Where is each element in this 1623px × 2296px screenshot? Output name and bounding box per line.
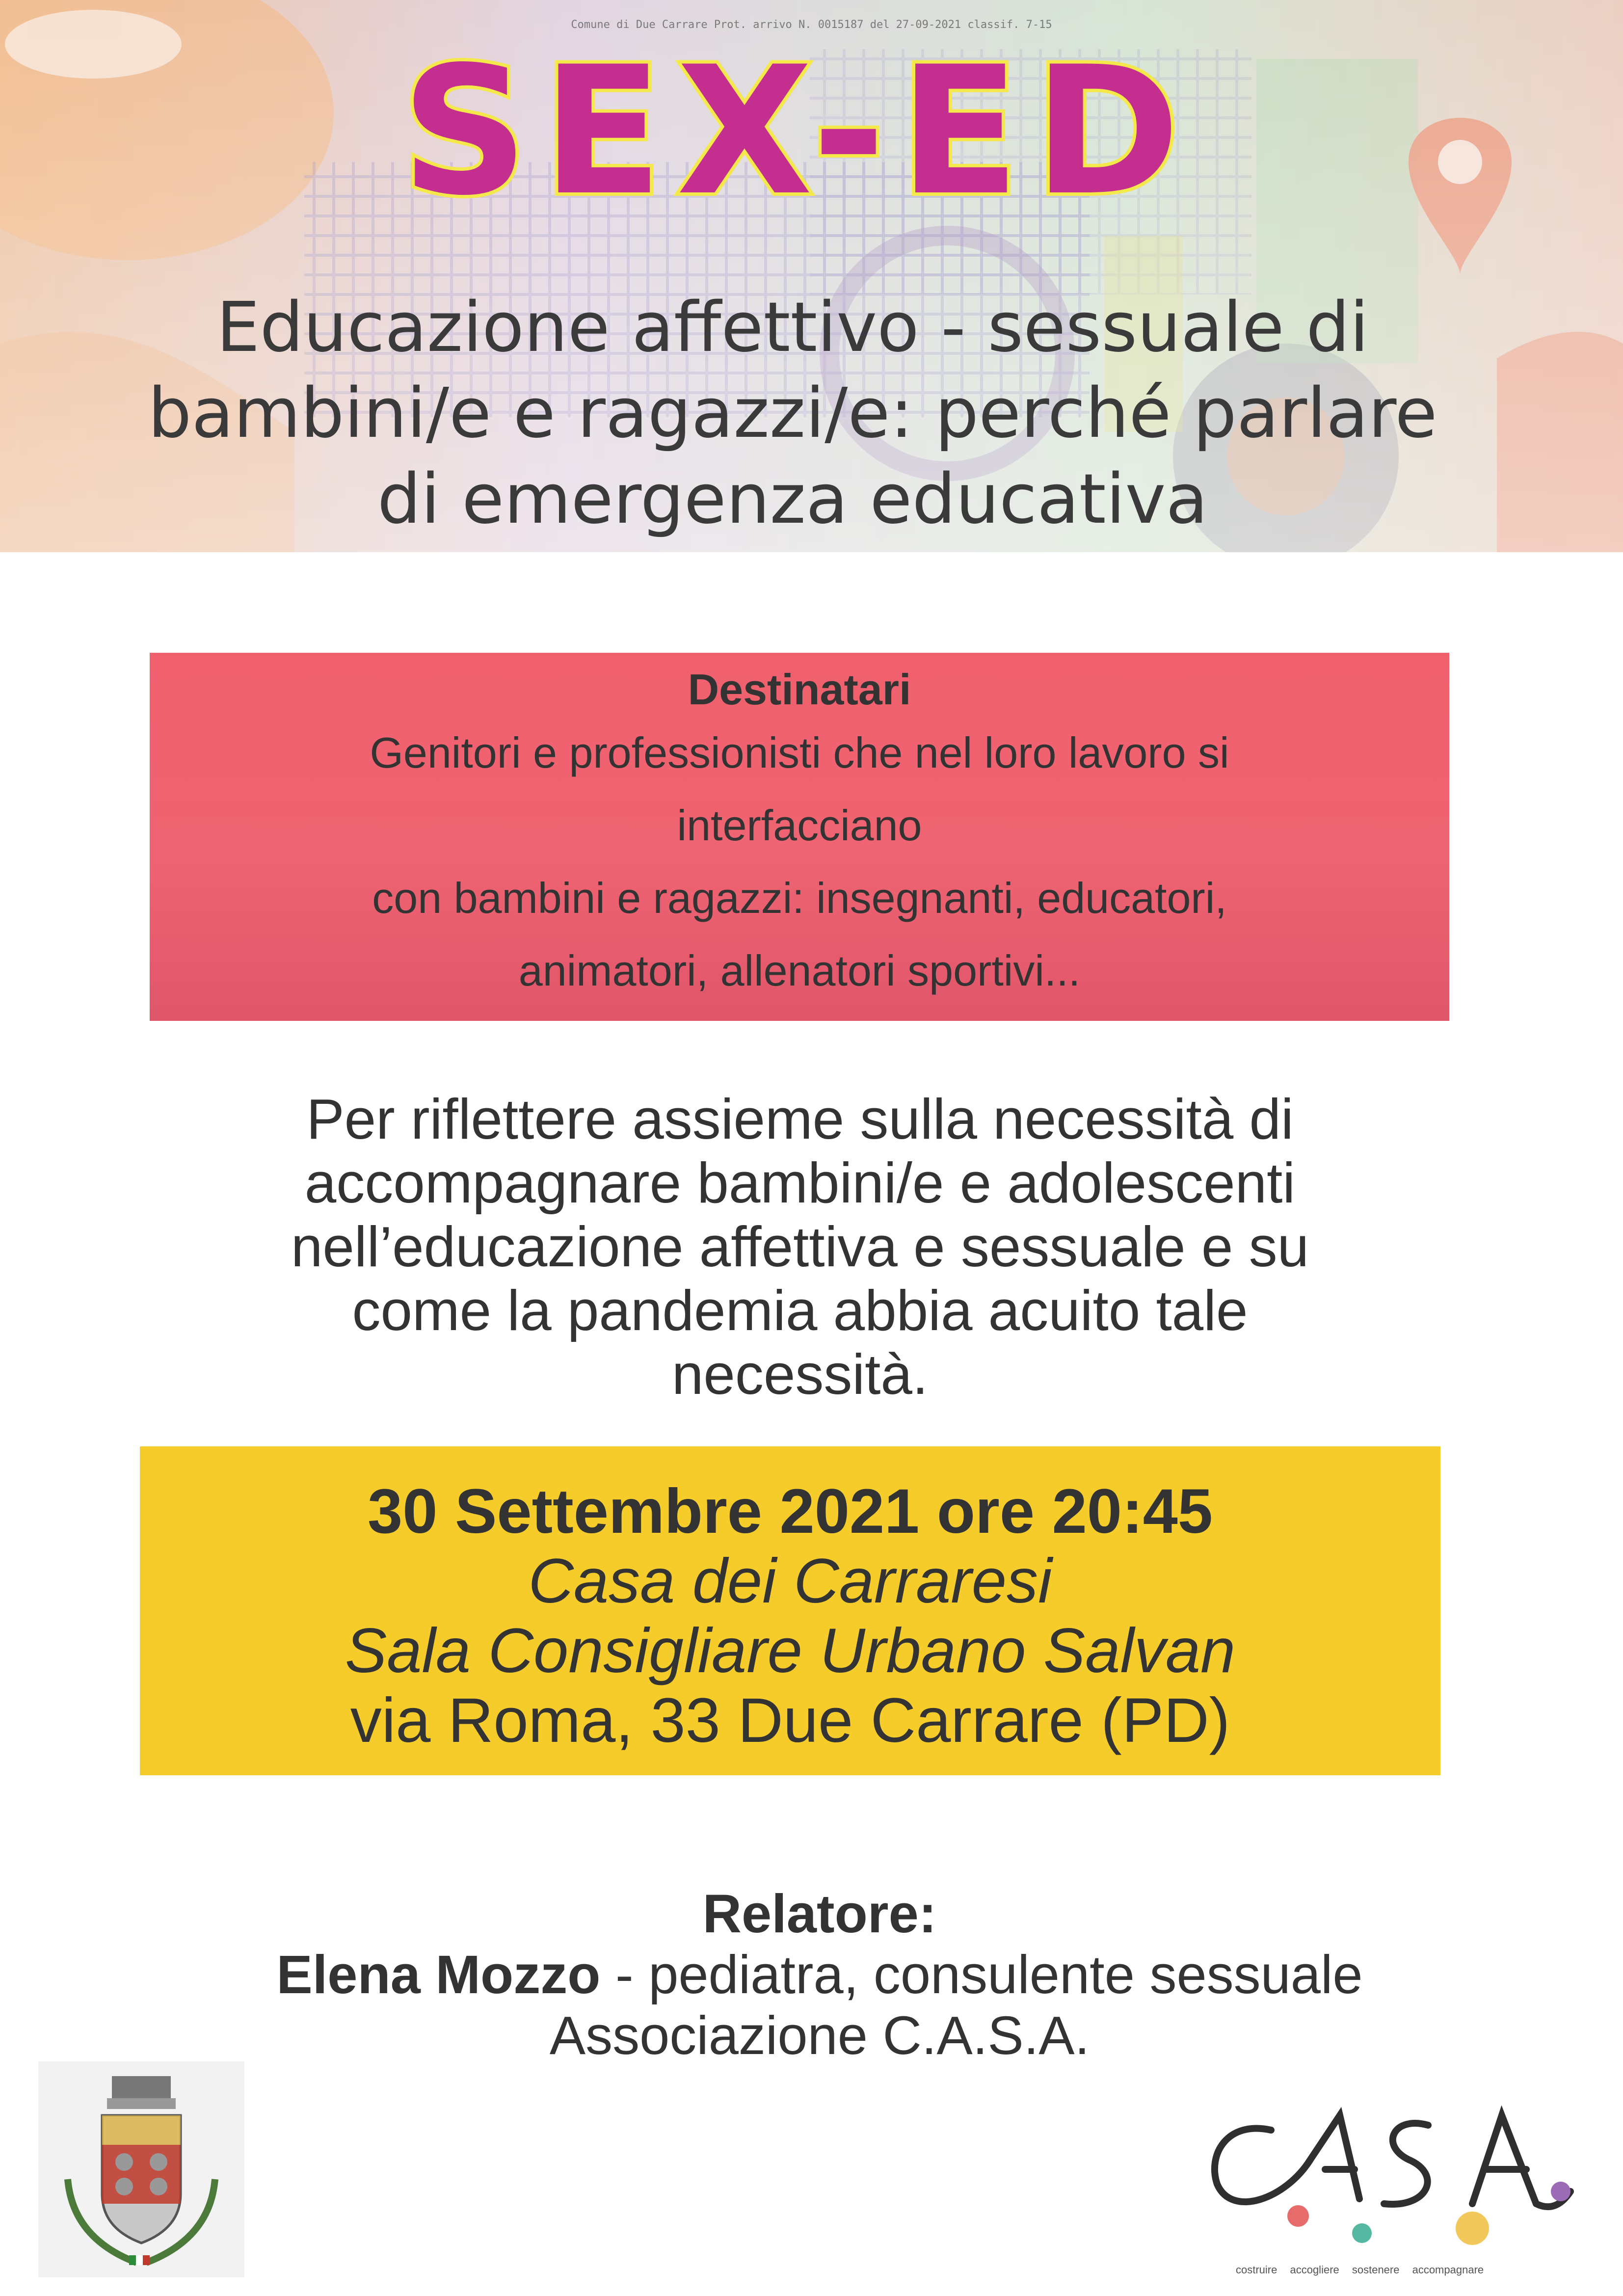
headline-line: di emergenza educativa	[377, 459, 1208, 539]
event-address: via Roma, 33 Due Carrare (PD)	[350, 1685, 1230, 1756]
description-line: accompagnare bambini/e e adolescenti	[304, 1151, 1296, 1215]
speaker-organization: Associazione C.A.S.A.	[549, 2005, 1090, 2066]
sex-ed-logo-text: SEX-ED	[401, 30, 1194, 234]
event-datetime: 30 Settembre 2021 ore 20:45	[368, 1476, 1213, 1547]
recipients-line: con bambini e ragazzi: insegnanti, educatori,	[372, 874, 1227, 922]
description-line: come la pandemia abbia acuito tale	[352, 1279, 1248, 1342]
speaker-role: - pediatra, consulente sessuale	[600, 1945, 1363, 2005]
event-room: Sala Consigliare Urbano Salvan	[345, 1616, 1236, 1686]
header-banner	[0, 0, 1623, 552]
event-box	[140, 1446, 1440, 1775]
speaker-label-text: Relatore:	[702, 1884, 937, 1944]
event-venue: Casa dei Carraresi	[528, 1546, 1052, 1616]
headline	[49, 285, 1536, 542]
protocol-stamp: Comune di Due Carrare Prot. arrivo N. 0015187 del 27-09-2021 classif. 7-15	[571, 19, 1052, 31]
headline-line: bambini/e e ragazzi/e: perché parlare	[148, 374, 1437, 454]
recipients-box	[150, 653, 1449, 1021]
speaker-name: Elena Mozzo	[276, 1945, 601, 2005]
description-line: Per riflettere assieme sulla necessità di	[306, 1087, 1294, 1151]
headline-line: Educazione affettivo - sessuale di	[216, 288, 1369, 368]
recipients-line: Genitori e professionisti che nel loro lavoro si	[370, 728, 1229, 777]
description-line: nell’educazione affettiva e sessuale e su	[291, 1215, 1309, 1279]
speaker-line	[147, 1945, 1492, 2005]
recipients-text	[150, 717, 1449, 1007]
speaker-section	[147, 1884, 1492, 2066]
description-line: necessità.	[671, 1342, 929, 1406]
casa-logo	[1197, 2086, 1580, 2272]
municipal-crest-icon	[38, 2061, 244, 2277]
sex-ed-logo	[0, 30, 1623, 237]
speaker-label	[147, 1884, 1492, 1945]
recipients-title: Destinatari	[688, 665, 911, 714]
recipients-line: interfacciano	[677, 801, 922, 850]
casa-tagline: costruire accogliere sostenere accompagnare	[1236, 2264, 1484, 2276]
recipients-line: animatori, allenatori sportivi...	[518, 946, 1081, 995]
description-paragraph	[147, 1087, 1453, 1406]
